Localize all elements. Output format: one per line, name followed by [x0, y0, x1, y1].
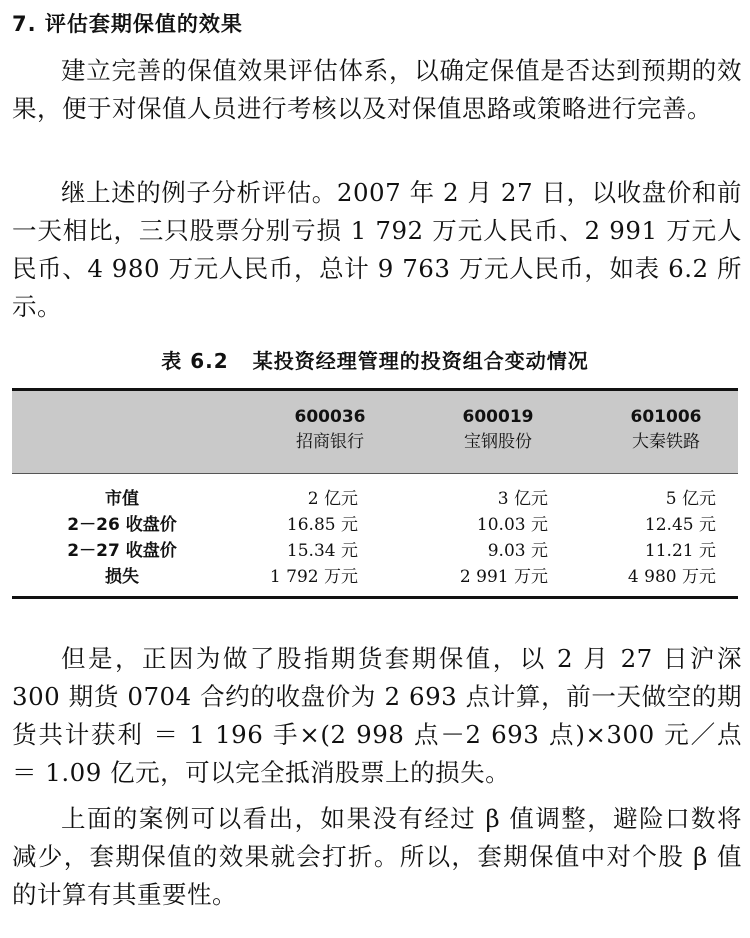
portfolio-table: [12, 388, 738, 599]
table-cell: 16.85 元: [286, 515, 358, 535]
table-caption-number: 表 6.2: [161, 349, 229, 373]
table-cell: 10.03 元: [476, 515, 548, 535]
paragraph-4: 上面的案例可以看出，如果没有经过 β 值调整，避险口数将减少，套期保值的效果就会打折。所以，套期保值中对个股 β 值的计算有其重要性。: [12, 804, 742, 909]
stock-name: 宝钢股份: [464, 432, 532, 452]
stock-code: 600036: [294, 407, 366, 427]
paragraph-1: 建立完善的保值效果评估体系，以确定保值是否达到预期的效果，便于对保值人员进行考核以及对保值思路或策略进行完善。: [12, 56, 742, 123]
table-cell: 2 991 万元: [459, 567, 548, 587]
table-body: [12, 474, 738, 596]
header-column-2: [418, 405, 578, 455]
table-cell: 4 980 万元: [627, 567, 716, 587]
table-cell: 15.34 元: [286, 541, 358, 561]
table-caption: [0, 345, 750, 374]
table-row: [12, 484, 738, 510]
row-label: 损失: [105, 567, 139, 587]
table-cell: 9.03 元: [487, 541, 548, 561]
header-column-1: [250, 405, 410, 455]
table-cell: 1 792 万元: [269, 567, 358, 587]
stock-name: 招商银行: [296, 432, 364, 452]
stock-name: 大秦铁路: [632, 432, 700, 452]
row-label: 2－27 收盘价: [67, 541, 177, 561]
table-cell: 5 亿元: [665, 489, 716, 509]
table-row: [12, 536, 738, 562]
paragraph-3: 但是，正因为做了股指期货套期保值，以 2 月 27 日沪深 300 期货 0704 合约的收盘价为 2 693 点计算，前一天做空的期货共计获利 ＝ 1 196 手×(2 998 点－2 693 点)×300 元／点 ＝ 1.09 亿元，可以完全抵消股票上的损失。: [12, 644, 742, 787]
table-cell: 11.21 元: [644, 541, 716, 561]
table-row: [12, 510, 738, 536]
table-cell: 12.45 元: [644, 515, 716, 535]
row-label: 2－26 收盘价: [67, 515, 177, 535]
stock-code: 601006: [630, 407, 702, 427]
table-cell: 3 亿元: [497, 489, 548, 509]
row-label: 市值: [105, 489, 139, 509]
stock-code: 600019: [462, 407, 534, 427]
section-heading: 7. 评估套期保值的效果: [12, 12, 243, 36]
paragraph-2: 继上述的例子分析评估。2007 年 2 月 27 日，以收盘价和前一天相比，三只股票分别亏损 1 792 万元人民币、2 991 万元人民币、4 980 万元人民币，总计 9 763 万元人民币，如表 6.2 所示。: [12, 178, 742, 321]
table-header: [12, 391, 738, 474]
table-row: [12, 562, 738, 588]
header-column-3: [586, 405, 746, 455]
table-cell: 2 亿元: [307, 489, 358, 509]
table-caption-title: 某投资经理管理的投资组合变动情况: [252, 349, 589, 373]
